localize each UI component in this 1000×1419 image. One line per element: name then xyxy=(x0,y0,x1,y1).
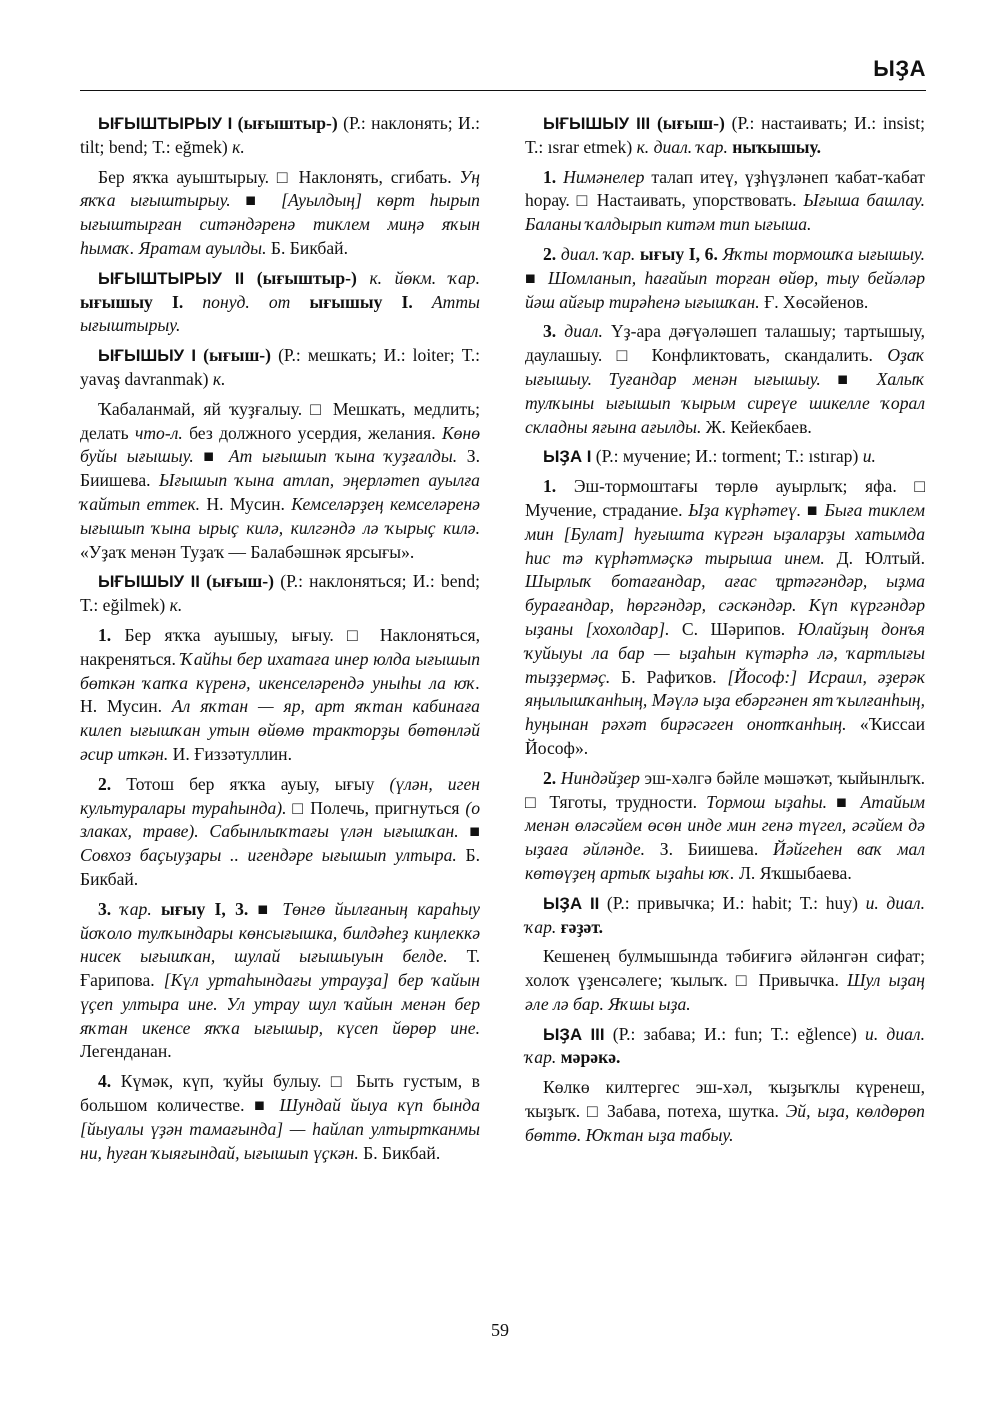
text-run: 3. xyxy=(98,898,112,919)
text-run: без должного усердия, желания. xyxy=(182,422,442,443)
text-run: Халыҡ тулҡыны ығышып ҡырым сиреүе шикелле ҡорал складны яғына ағылды. xyxy=(525,368,925,437)
text-run: ■ xyxy=(801,499,825,520)
entry-sense xyxy=(80,166,480,261)
headword: ЫҒЫШЫУ I xyxy=(98,346,197,366)
text-run: «Уҙаҡ менән Туҙаҡ — Балабәшнәк ярсығы». xyxy=(80,541,415,562)
text-run: что-л. xyxy=(134,422,183,443)
headword: ЫҘА I xyxy=(543,447,592,467)
text-run: Шырлыҡ ботағандар, ағас ҵртәгәндәр, ыҙма бурағандар, һөргәндәр, сәскәндәр. Күп күргәндәр ыҙаны [хохолдар]. xyxy=(525,571,925,639)
entry-sense xyxy=(525,243,925,314)
text-run: Л. Яҡшыбаева. xyxy=(734,862,852,883)
text-run: понуд. от xyxy=(183,291,310,312)
header-rule xyxy=(80,90,926,91)
right-column xyxy=(525,112,925,1154)
entry-sense xyxy=(80,398,480,565)
entry-sense xyxy=(80,773,480,892)
entry-sense xyxy=(525,166,925,237)
text-run: ■ xyxy=(525,267,548,288)
text-run: (Р.: привычка; И.: habit; Т.: huy) xyxy=(599,892,866,913)
text-run: Ниндәйҙер xyxy=(556,767,640,788)
text-run: к. xyxy=(232,136,245,157)
text-run: эш-хәлгә бәйле мәшәҡәт, ҡыйынлыҡ. □ Тяготы, трудности. xyxy=(525,767,925,812)
text-run: ныҡышыу. xyxy=(727,136,821,157)
text-run: Быға тиклем мин [Булат] һуғышта күргән ыҙаларҙы хатымда һис тә күрһәтмәҫкә тырыша инем. xyxy=(525,499,925,568)
text-run: Кемселәрҙең кемселәренә ығышып ҡына ырыҫ килә, килгәндә лә ҡырыҫ килә. xyxy=(80,493,480,538)
entry-sense xyxy=(525,767,925,886)
entry-sense xyxy=(80,898,480,1065)
text-run: (ығыш-) xyxy=(199,571,275,592)
text-run: Ығышып ҡына атлап, эңерләтеп ауылға ҡайтып еттек. xyxy=(80,470,480,514)
text-run: и. диал. ҡар. xyxy=(525,892,925,937)
left-column xyxy=(80,112,480,1171)
text-run: Юлайҙың донъя ҡуйыуы ла бар — ыҙаһын күтәрһә лә, ҡартлығы тыҙҙермәҫ. xyxy=(525,618,925,687)
text-run: З. Биишева. xyxy=(80,446,480,491)
text-run: Эй, ыҙа, көлдөрөп бөттө. Юҡтан ыҙа табыу. xyxy=(525,1101,925,1145)
text-run: (Р.: наклонять; И.: tilt; bend; Т.: eğmek) xyxy=(80,113,480,157)
text-run: Ат ығышып ҡына ҡуҙғалды. xyxy=(228,446,458,467)
dictionary-entry xyxy=(80,344,480,392)
headword: ЫҒЫШЫУ II xyxy=(98,572,200,592)
text-run: ҡар. xyxy=(111,898,152,919)
text-run: (Р.: наклоняться; И.: bend; Т.: eğilmek) xyxy=(80,571,481,616)
text-run: Бер яҡҡа ауышыу, ығыу. □ Наклоняться, накреняться. xyxy=(80,624,480,669)
text-run: ығыу I, 6. xyxy=(635,243,718,264)
text-run: Ыҙа күрһәтеү. xyxy=(688,499,802,520)
text-run: Д. Юлтый. xyxy=(824,547,925,568)
text-run: (Р.: настаивать; И.: insist; Т.: ısrar etmek) xyxy=(525,113,925,157)
dictionary-entry xyxy=(80,570,480,618)
text-run: Легенданан. xyxy=(80,1041,172,1062)
text-run: Совхоз баҫыуҙары .. игендәре ығышып ултыра. xyxy=(80,845,457,866)
text-run: к. xyxy=(169,595,183,616)
text-run: к. диал. ҡар. xyxy=(636,136,728,157)
text-run: Б. Бикбай. xyxy=(80,845,480,889)
text-run: талап итеү, үҙһүҙләнеп ҡабат-ҡабат һорау. □ Настаивать, упорствовать. xyxy=(525,166,925,211)
dictionary-entry xyxy=(80,112,480,160)
text-run: Тотош бер яҡҡа ауыу, ығыу xyxy=(111,773,390,794)
text-run: 1. xyxy=(543,166,557,187)
text-run: С. Шәрипов. xyxy=(669,618,798,639)
dictionary-entry xyxy=(525,445,925,469)
text-run: ■ xyxy=(820,368,877,389)
entry-sense xyxy=(80,624,480,767)
text-run: ■ xyxy=(193,446,229,467)
text-run: ығышыу I. xyxy=(80,291,184,312)
text-run: Ғ. Хөсәйенов. xyxy=(759,291,869,312)
page-number: 59 xyxy=(491,1320,509,1340)
text-run: Сабынлыҡтағы үлән ығышҡан. xyxy=(198,821,459,842)
headword: ЫҒЫШТЫРЫУ I xyxy=(98,114,233,133)
text-run: диал. ҡар. xyxy=(556,243,636,264)
headword: ЫҒЫШЫУ III xyxy=(543,114,651,133)
text-run: З. Биишева. xyxy=(645,839,773,860)
text-run: Нимәнелер xyxy=(556,166,645,187)
headword: ЫҘА II xyxy=(543,893,600,913)
text-run: 3. xyxy=(543,321,557,342)
text-run: Көнө буйы ығышыу. xyxy=(80,422,480,467)
headword: ЫҒЫШТЫРЫУ II xyxy=(98,268,245,288)
text-run: ■ xyxy=(827,791,861,812)
text-run: Атты ығыштырыу. xyxy=(80,291,480,336)
running-head: ЫҘА xyxy=(873,56,926,81)
text-run: Б. Рафиҡов. xyxy=(610,666,728,687)
text-run: 4. xyxy=(98,1071,112,1092)
entry-sense xyxy=(525,320,925,439)
entry-sense xyxy=(525,475,925,761)
text-run: Эш-тормоштағы төрлө ауырлыҡ; яфа. □ Мучение, страдание. xyxy=(525,476,925,520)
text-run: (Р.: мешкать; И.: loiter; Т.: yavaş davranmak) xyxy=(80,345,480,389)
text-run: Н. Мусин. xyxy=(80,696,172,717)
dictionary-entry xyxy=(525,892,925,940)
text-run: Б. Бикбай. xyxy=(358,1142,441,1163)
text-run: Көлкө килтергес эш-хәл, ҡыҙыҡлы күренеш, ҡыҙыҡ. □ Забава, потеха, шутка. xyxy=(525,1077,925,1122)
text-run: мәрәкә. xyxy=(556,1047,621,1068)
text-run: Атайым менән өләсәйем өсөн инде мин генә түгел, әсәйем дә ыҙаға әйләнде. xyxy=(525,791,925,860)
text-run: 2. xyxy=(543,767,557,788)
text-run: [Ауылдың] көрт һырып ығыштырған ситәндәренә тиклем миңә яҡын һымаҡ. Яратам ауылды. xyxy=(80,190,480,258)
text-run: 2. xyxy=(543,243,557,264)
text-run: Күмәк, күп, ҡуйы булыу. □ Быть густым, в большом количестве. ■ xyxy=(80,1071,480,1116)
text-run: (үлән, иген культуралары тураһында). xyxy=(80,773,481,818)
text-run: ■ xyxy=(248,898,283,919)
text-run: Шундай йыуа күп бында [йыуалы үҙән тамағында] — һайлап ултыртканмы ни, һуған ҡыяғындай, ығышып үҫкән. xyxy=(80,1095,480,1163)
text-run: Бер яҡҡа ауыштырыу. □ Наклонять, сгибать. xyxy=(98,166,460,187)
text-run: (ығыш-) xyxy=(650,113,725,133)
text-run: ■ xyxy=(458,821,481,842)
text-run: (ығыш-) xyxy=(196,345,272,366)
text-run: Үҙ-ара дәғүәләшеп талашыу; тартышыу, даулашыу. □ Конфликтовать, скандалить. xyxy=(525,321,925,366)
text-run: ығыу I, 3. xyxy=(151,898,249,919)
text-run: и. xyxy=(862,446,876,467)
text-run: ғәҙәт. xyxy=(556,916,604,937)
text-run: □ Полечь, пригнуться xyxy=(286,797,466,818)
dictionary-entry xyxy=(525,1023,925,1071)
text-run: и. диал. ҡар. xyxy=(525,1023,925,1068)
text-run: Т. Ғарипова. xyxy=(80,946,480,991)
text-run: Яҡты тормошҡа ығышыу. xyxy=(717,243,925,264)
text-run: 1. xyxy=(543,476,557,497)
headword: ЫҘА III xyxy=(543,1024,605,1044)
text-run: (Р.: забава; И.: fun; Т.: eğlence) xyxy=(604,1023,866,1044)
text-run: (Р.: мучение; И.: torment; Т.: ıstırap) xyxy=(591,446,863,467)
text-run: Н. Мусин. xyxy=(200,493,292,514)
text-run: Оҙаҡ ығышыу. Туғандар менән ығышыу. xyxy=(525,345,925,389)
dictionary-entry xyxy=(80,267,480,338)
text-run: Ығыша башлау. Баланы ҡалдырып китәм тип ығыша. xyxy=(525,190,926,235)
text-run: Шомланып, һағайып торған өйөр, тыу бейәләр йәш айғыр тирәһенә ығышҡан. xyxy=(525,267,925,312)
text-run: к. йөкм. ҡар. xyxy=(369,267,480,288)
text-run: Б. Бикбай. xyxy=(266,237,348,258)
text-run: [Күл уртаһындағы утрауҙа] бер ҡайын үҫеп ултыра ине. Ул утрау шул ҡайын менән бер яҡтан икенсе яҡҡа ығышыр, күсеп йөрөр ине. xyxy=(80,970,480,1038)
entry-sense xyxy=(525,945,925,1016)
text-run: И. Ғиззәтуллин. xyxy=(168,743,292,764)
entry-sense xyxy=(80,1070,480,1165)
text-run: (ығыштыр-) xyxy=(244,267,370,288)
text-run: Тормош ыҙаһы. xyxy=(706,791,828,812)
text-run: (о злаках, траве). xyxy=(80,797,480,842)
text-run: Кешенең булмышында тәбиғигә әйләнгән сифат; холоҡ үҙенсәлеге; ҡылыҡ. □ Привычка. xyxy=(525,946,925,991)
text-run: (ығыштыр-) xyxy=(232,113,338,133)
text-run: ■ xyxy=(230,190,282,211)
dictionary-entry xyxy=(525,112,925,160)
text-run: Ҡайһы бер ихатаға инер юлда ығышып бөткән ҡапҡа күренә, икенселәрендә уныһы ла юҡ. xyxy=(80,648,480,693)
text-run: диал. xyxy=(556,321,603,342)
text-run: 2. xyxy=(98,773,112,794)
text-run: Шул ыҙаң әле лә бар. Яҡшы ыҙа. xyxy=(525,970,925,1014)
entry-sense xyxy=(525,1076,925,1147)
text-run: Ал яҡтан — яр, арт яҡтан кабинаға килеп ығышҡан утын өйөмө тракторҙы бөтөнләй әсир иткән. xyxy=(80,696,480,764)
text-run: 1. xyxy=(98,624,112,645)
text-run: Ж. Кейекбаев. xyxy=(701,416,812,437)
text-run: Йәйгеһен ваҡ мал көтөүҙең артыҡ ыҙаһы юҡ. xyxy=(525,839,925,883)
text-run: к. xyxy=(212,368,226,389)
text-run: «Ҡиссаи Йософ». xyxy=(525,714,925,758)
text-run: Уң яҡҡа ығыштырыу. xyxy=(80,166,480,211)
text-run: Ҡабаланмай, яй ҡуҙғалыу. □ Мешкать, медлить; делать xyxy=(80,398,480,443)
text-run: [Йософ:] Исраил, әҙерәк яңылышҡанһың, Мәүлә ыҙа ебәргәнен ят ҡылғанһың, һуңынан рәхәт бирәсәген онотҡанһың. xyxy=(525,666,925,735)
text-run: Төнгө йылғаның караһыу йоҡоло тулҡындары көнсығышка, билдәһеҙ киңлеккә нисек ығышҡан, шулай ығышыуын белде. xyxy=(80,898,480,967)
text-run: ығышыу I. xyxy=(309,291,413,312)
